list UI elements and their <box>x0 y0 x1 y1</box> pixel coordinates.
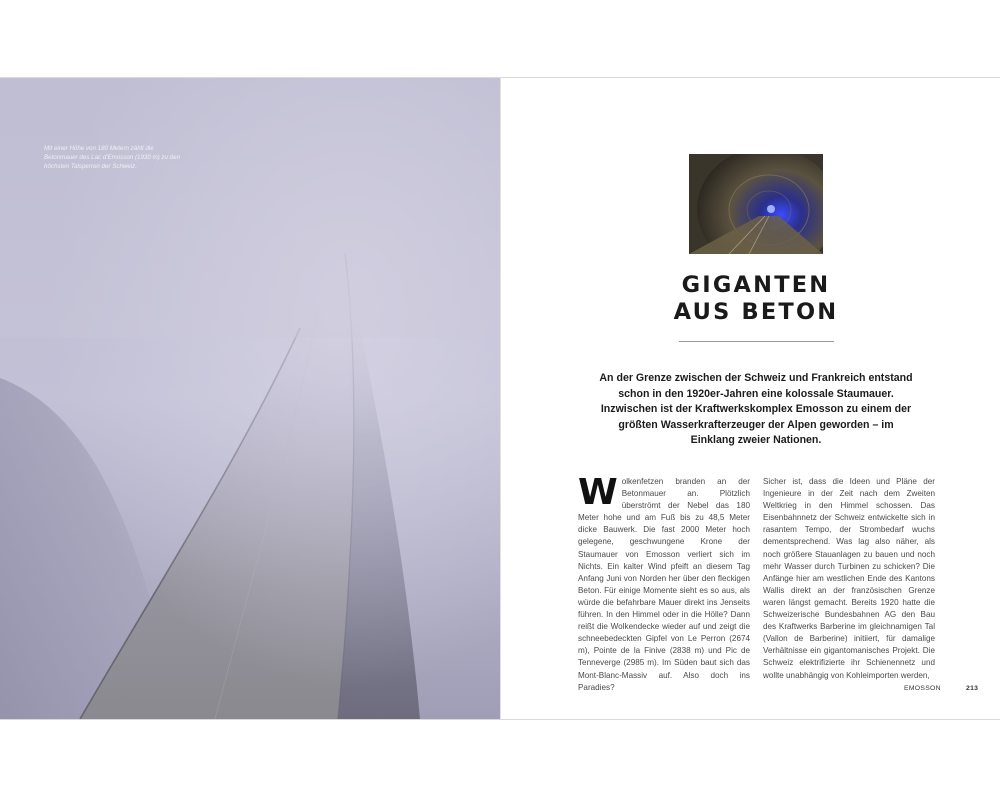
title-divider <box>679 341 834 342</box>
body-column-1 <box>578 472 750 694</box>
dam-photo <box>0 78 500 719</box>
article-page <box>500 78 1000 719</box>
tunnel-image <box>689 154 823 254</box>
title-line-2: AUS BETON <box>673 299 839 325</box>
magazine-spread <box>0 77 1000 720</box>
title-line-1: GIGANTEN <box>681 272 831 298</box>
photo-caption: Mit einer Höhe von 180 Metern zählt die Betonmauer des Lac d'Emosson (1930 m) zu den höchsten Talsperren der Schweiz. <box>44 145 181 170</box>
running-head: EMOSSON <box>904 685 941 692</box>
page-number: 213 <box>966 685 979 692</box>
tunnel-thumbnail <box>689 154 823 254</box>
body-column-1-text: olkenfetzen branden an der Betonmauer an. Plötzlich überströmt der Nebel das 180 Meter hohe und am Fuß bis zu 48,5 Meter dicke Bauwerk. Die fast 2000 Meter hoch gelegene, geschwungene Krone der Staumauer von Emosson verliert sich im Nichts. Ein kalter Wind pfeift an diesem Tag Anfang Juni von Norden her über den fleckigen Beton. Für einige Momente sieht es so aus, als würde die befahrbare Mauer direkt ins Jenseits führen. In den Himmel oder in die Hölle? Dann reißt die Wolkendecke wieder auf und zeigt die schneebedeckten Gipfel von Le Perron (2674 m), Pointe de la Finive (2838 m) und Pic de Tenneverge (2985 m). Im Süden baut sich das Mont-Blanc-Massiv auf. Also doch ins Paradies? <box>578 477 750 692</box>
article-intro: An der Grenze zwischen der Schweiz und Frankreich entstand schon in den 1920er-Jahren eine kolossale Staumauer. Inzwischen ist der Kraftwerkskomplex Emosson zu einem der größten Wasserkrafterzeuger der Alpen geworden – im Einklang zweier Nationen. <box>599 372 913 447</box>
article-title <box>601 272 911 326</box>
body-column-2: Sicher ist, dass die Ideen und Pläne der Ingenieure in der Zeit nach dem Zweiten Weltkrieg in den Himmel schossen. Das Eisenbahnnetz der Schweiz entwickelte sich in rasantem Tempo, der Strombedarf wuchs dementsprechend. Was lag also näher, als noch größere Stauanlagen zu bauen und noch mehr Wasser durch Turbinen zu schicken? Die Anfänge hier am westlichen Ende des Kantons Wallis direkt an der französischen Grenze waren längst gemacht. Bereits 1920 hatte die Schweizerische Bundesbahnen AG den Bau des Kraftwerks Barberine im gleichnamigen Tal (Vallon de Barberine) initiiert, für damalige Verhältnisse ein gigantomanisches Projekt. Die Schweiz elektrifizierte ihr Schienennetz und wollte unabhängig von Kohleimporten werden, <box>763 477 935 680</box>
drop-cap: W <box>578 472 618 513</box>
foggy-dam-image <box>0 78 500 719</box>
